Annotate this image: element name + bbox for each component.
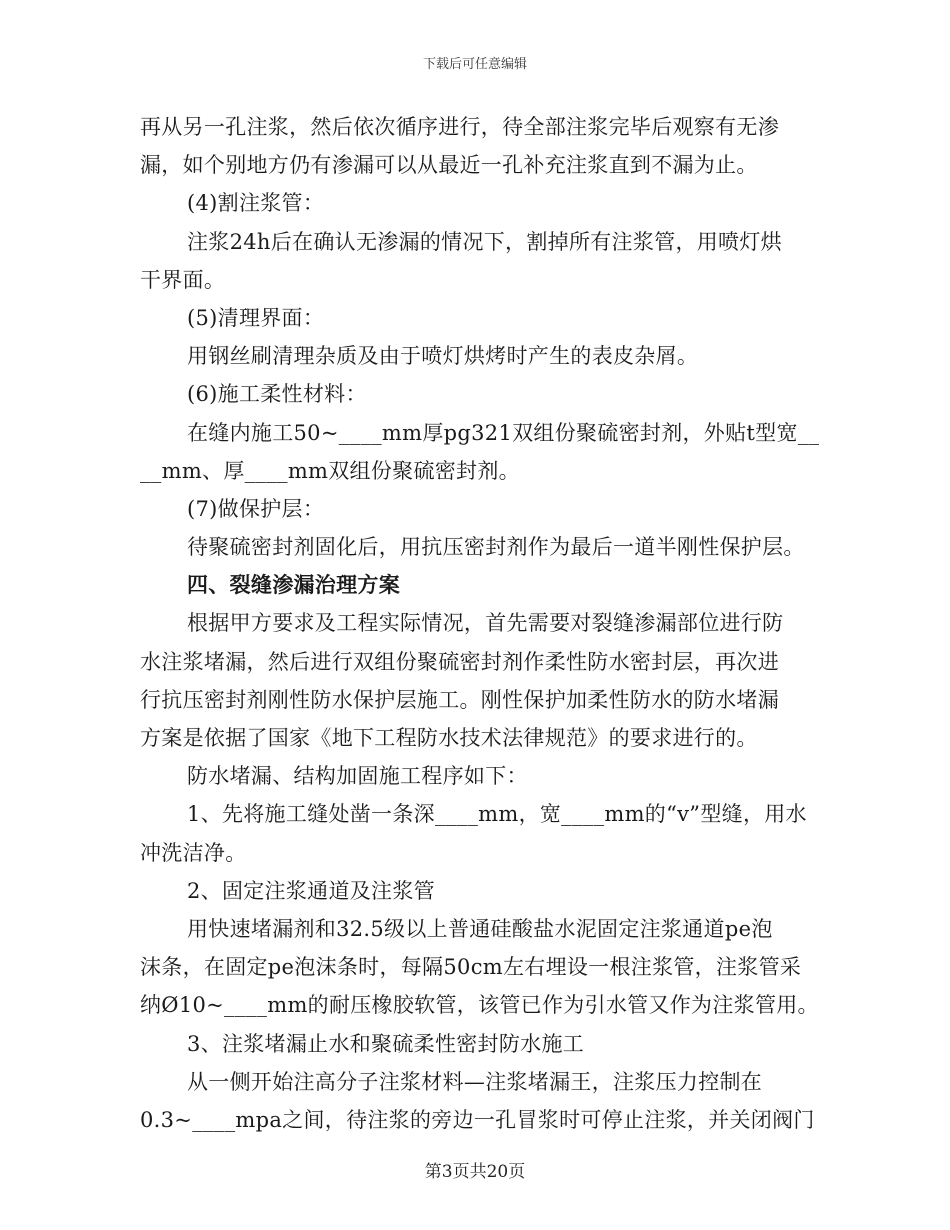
text-line: (4)割注浆管： [187, 191, 325, 216]
text-line: 3、注浆堵漏止水和聚硫柔性密封防水施工 [187, 1031, 585, 1056]
text-line: 1、先将施工缝处凿一条深____mm，宽____mm的“v”型缝，用水 [187, 802, 807, 827]
text-line: 在缝内施工50~____mm厚pg321双组份聚硫密封剂，外贴t型宽__ [187, 420, 820, 445]
text-line: (7)做保护层： [187, 496, 325, 521]
text-line: 从一侧开始注高分子注浆材料—注浆堵漏王，注浆压力控制在 [187, 1069, 763, 1094]
text-line: 用钢丝刷清理杂质及由于喷灯烘烤时产生的表皮杂屑。 [187, 344, 699, 369]
document-body [140, 108, 820, 1139]
text-line: 纳Ø10~____mm的耐压橡胶软管，该管已作为引水管又作为注浆管用。 [140, 993, 819, 1018]
text-line: 行抗压密封剂刚性防水保护层施工。刚性保护加柔性防水的防水堵漏 [140, 687, 779, 712]
text-line: 防水堵漏、结构加固施工程序如下： [187, 764, 528, 789]
text-line: (5)清理界面： [187, 305, 325, 330]
text-line: 干界面。 [140, 267, 226, 292]
page-footer: 第3页共20页 [424, 1162, 526, 1182]
text-line: 待聚硫密封剂固化后，用抗压密封剂作为最后一道半刚性保护层。 [187, 535, 805, 560]
text-line: 注浆24h后在确认无渗漏的情况下，割掉所有注浆管，用喷灯烘 [187, 229, 782, 254]
text-line: 根据甲方要求及工程实际情况，首先需要对裂缝渗漏部位进行防 [187, 611, 784, 636]
text-line: __mm、厚____mm双组份聚硫密封剂。 [140, 458, 520, 483]
text-line: 水注浆堵漏，然后进行双组份聚硫密封剂作柔性防水密封层，再次进 [140, 649, 779, 674]
text-line: 用快速堵漏剂和32.5级以上普通硅酸盐水泥固定注浆通道pe泡 [187, 916, 773, 941]
text-line: 再从另一孔注浆，然后依次循序进行，待全部注浆完毕后观察有无渗 [140, 115, 779, 139]
text-line: 方案是依据了国家《地下工程防水技术法律规范》的要求进行的。 [140, 726, 758, 750]
text-line: 漏，如个别地方仍有渗漏可以从最近一孔补充注浆直到不漏为止。 [140, 153, 758, 178]
text-line: (6)施工柔性材料： [187, 382, 367, 407]
text-line: 冲洗洁净。 [140, 840, 247, 865]
page-header: 下载后可任意编辑 [422, 57, 527, 72]
text-line: 0.3~____mpa之间，待注浆的旁边一孔冒浆时可停止注浆，并关闭阀门 [140, 1107, 815, 1132]
text-line: 沫条，在固定pe泡沫条时，每隔50cm左右埋设一根注浆管，注浆管采 [140, 955, 802, 980]
section-heading: 四、裂缝渗漏治理方案 [187, 572, 400, 598]
text-line: 2、固定注浆通道及注浆管 [187, 878, 435, 903]
